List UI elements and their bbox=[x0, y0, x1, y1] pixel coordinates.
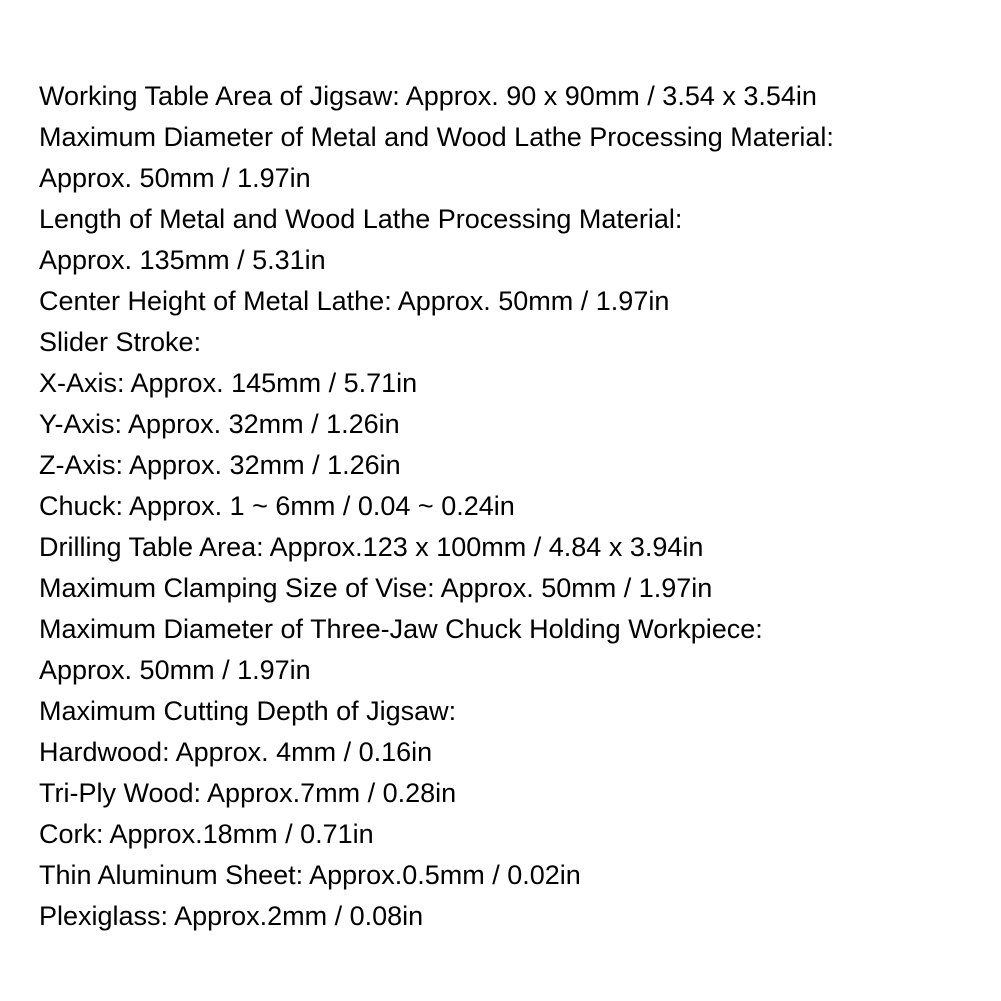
spec-line-cork: Cork: Approx.18mm / 0.71in bbox=[39, 819, 374, 849]
spec-line-lathe-max-diameter-label: Maximum Diameter of Metal and Wood Lathe Processing Material: bbox=[39, 122, 834, 152]
spec-line-tri-ply-wood: Tri-Ply Wood: Approx.7mm / 0.28in bbox=[39, 778, 457, 808]
spec-line-thin-aluminum-sheet: Thin Aluminum Sheet: Approx.0.5mm / 0.02in bbox=[39, 860, 581, 890]
spec-line-three-jaw-chuck-value: Approx. 50mm / 1.97in bbox=[39, 655, 311, 685]
spec-line-plexiglass: Plexiglass: Approx.2mm / 0.08in bbox=[39, 901, 424, 931]
spec-line-vise-clamping-size: Maximum Clamping Size of Vise: Approx. 50mm / 1.97in bbox=[39, 573, 713, 603]
spec-line-x-axis: X-Axis: Approx. 145mm / 5.71in bbox=[39, 368, 418, 398]
spec-line-jigsaw-table-area: Working Table Area of Jigsaw: Approx. 90 x 90mm / 3.54 x 3.54in bbox=[39, 81, 817, 111]
spec-line-z-axis: Z-Axis: Approx. 32mm / 1.26in bbox=[39, 450, 401, 480]
spec-line-lathe-max-diameter-value: Approx. 50mm / 1.97in bbox=[39, 163, 311, 193]
spec-line-hardwood: Hardwood: Approx. 4mm / 0.16in bbox=[39, 737, 433, 767]
spec-line-lathe-length-label: Length of Metal and Wood Lathe Processing Material: bbox=[39, 204, 683, 234]
spec-line-chuck: Chuck: Approx. 1 ~ 6mm / 0.04 ~ 0.24in bbox=[39, 491, 515, 521]
spec-line-lathe-center-height: Center Height of Metal Lathe: Approx. 50mm / 1.97in bbox=[39, 286, 670, 316]
spec-line-drilling-table-area: Drilling Table Area: Approx.123 x 100mm / 4.84 x 3.94in bbox=[39, 532, 704, 562]
spec-line-slider-stroke-heading: Slider Stroke: bbox=[39, 327, 202, 357]
spec-line-y-axis: Y-Axis: Approx. 32mm / 1.26in bbox=[39, 409, 400, 439]
spec-line-lathe-length-value: Approx. 135mm / 5.31in bbox=[39, 245, 326, 275]
specification-list bbox=[39, 76, 989, 937]
spec-line-three-jaw-chuck-label: Maximum Diameter of Three-Jaw Chuck Holding Workpiece: bbox=[39, 614, 763, 644]
spec-line-jigsaw-cutting-depth-heading: Maximum Cutting Depth of Jigsaw: bbox=[39, 696, 457, 726]
